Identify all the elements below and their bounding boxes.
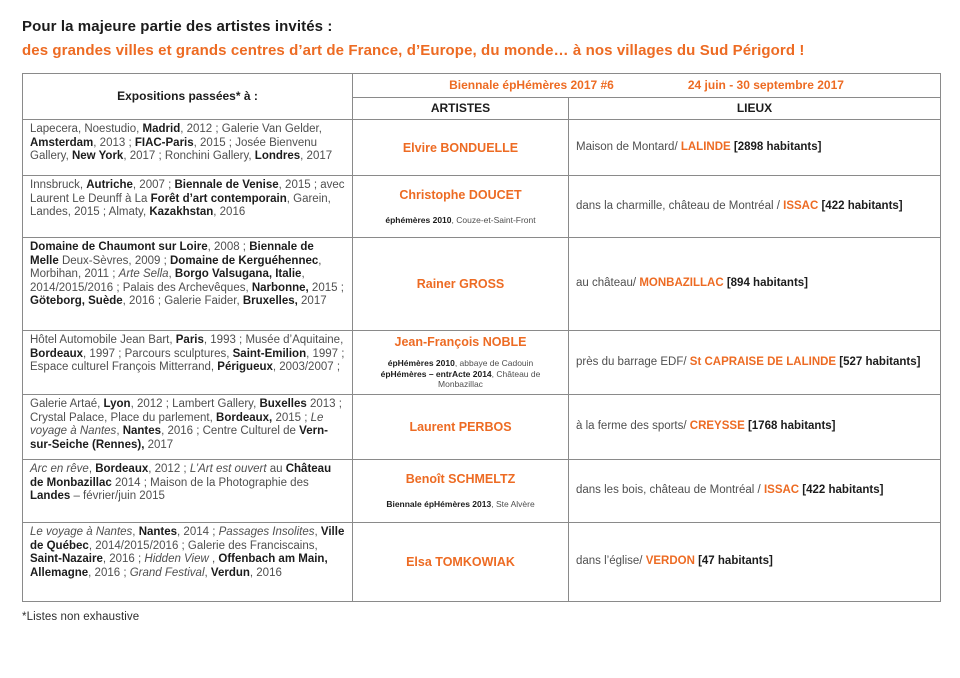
lieu-cell: dans l’église/ VERDON [47 habitants] [569, 523, 941, 602]
table-row [23, 238, 941, 331]
table-row [23, 176, 941, 238]
artist-name: Rainer GROSS [416, 277, 505, 291]
artist-note: épHémères – entrActe 2014, Château de Monbazillac [380, 368, 541, 390]
table-row [23, 523, 941, 602]
footnote: *Listes non exhaustive [22, 611, 140, 623]
lieu-cell: à la ferme des sports/ CREYSSE [1768 habitants] [569, 395, 941, 460]
artist-cell [353, 238, 569, 331]
page-subtitle: des grandes villes et grands centres d’art de France, d’Europe, du monde… à nos villages du Sud Périgord ! [22, 42, 805, 59]
artist-note: éphémères 2010, Couze-et-Saint-Front [385, 214, 536, 225]
artist-name: Laurent PERBOS [409, 420, 512, 434]
table-row [23, 331, 941, 395]
lieu-cell: Maison de Montard/ LALINDE [2898 habitants] [569, 120, 941, 176]
artist-note: Biennale épHémères 2013, Ste Alvère [386, 499, 535, 510]
artist-cell [353, 460, 569, 523]
expositions-cell: Lapecera, Noestudio, Madrid, 2012 ; Galerie Van Gelder, Amsterdam, 2013 ; FIAC-Paris, 2015 ; Josée Bienvenu Gallery, New York, 2017 ; Ronchini Gallery, Londres, 2017 [23, 120, 353, 176]
header-event-cell [353, 74, 941, 98]
expositions-table [22, 73, 941, 602]
artist-name: Elvire BONDUELLE [402, 140, 519, 155]
table-row [23, 120, 941, 176]
header-event-dates: 24 juin - 30 septembre 2017 [687, 77, 844, 92]
header-lieux: LIEUX [569, 98, 941, 120]
lieu-cell: au château/ MONBAZILLAC [894 habitants] [569, 238, 941, 331]
artist-name: Jean-François NOBLE [394, 335, 527, 350]
lieu-cell: près du barrage EDF/ St CAPRAISE DE LALINDE [527 habitants] [569, 331, 941, 395]
artist-name: Elsa TOMKOWIAK [406, 555, 515, 569]
table-row [23, 460, 941, 523]
expositions-cell: Innsbruck, Autriche, 2007 ; Biennale de Venise, 2015 ; avec Laurent Le Deunff à La Forêt d’art contemporain, Garein, Landes, 2015 ; Almaty, Kazakhstan, 2016 [23, 176, 353, 238]
artist-name: Christophe DOUCET [399, 187, 522, 202]
artist-cell [353, 331, 569, 395]
expositions-cell: Hôtel Automobile Jean Bart, Paris, 1993 ; Musée d’Aquitaine, Bordeaux, 1997 ; Parcours sculptures, Saint-Emilion, 1997 ; Espace culturel François Mitterrand, Périgueux, 2003/2007 ; [23, 331, 353, 395]
lieu-cell: dans la charmille, château de Montréal / ISSAC [422 habitants] [569, 176, 941, 238]
artist-name: Benoît SCHMELTZ [405, 472, 516, 487]
artist-cell [353, 120, 569, 176]
expositions-cell: Arc en rêve, Bordeaux, 2012 ; L’Art est ouvert au Château de Monbazillac 2014 ; Maison de la Photographie des Landes – février/juin 2015 [23, 460, 353, 523]
artist-cell [353, 176, 569, 238]
lieu-cell: dans les bois, château de Montréal / ISSAC [422 habitants] [569, 460, 941, 523]
artist-note: épHémères 2010, abbaye de Cadouin [387, 358, 534, 369]
artist-cell [353, 523, 569, 602]
header-event-title: Biennale épHémères 2017 #6 [449, 77, 614, 92]
table-row [23, 395, 941, 460]
header-expositions-passees: Expositions passées* à : [23, 74, 353, 120]
header-artistes: ARTISTES [353, 98, 569, 120]
expositions-cell: Domaine de Chaumont sur Loire, 2008 ; Biennale de Melle Deux-Sèvres, 2009 ; Domaine de Kerguéhennec, Morbihan, 2011 ; Arte Sella, Borgo Valsugana, Italie, 2014/2015/2016 ; Palais des Archevêques, Narbonne, 2015 ; Göteborg, Suède, 2016 ; Galerie Faider, Bruxelles, 2017 [23, 238, 353, 331]
expositions-cell: Le voyage à Nantes, Nantes, 2014 ; Passages Insolites, Ville de Québec, 2014/2015/2016 ; Galerie des Franciscains, Saint-Nazaire, 2016 ; Hidden View , Offenbach am Main, Allemagne, 2016 ; Grand Festival, Verdun, 2016 [23, 523, 353, 602]
page-title: Pour la majeure partie des artistes invités : [22, 18, 333, 35]
header-row-event [23, 74, 941, 98]
expositions-cell: Galerie Artaé, Lyon, 2012 ; Lambert Gallery, Buxelles 2013 ; Crystal Palace, Place du parlement, Bordeaux, 2015 ; Le voyage à Nantes, Nantes, 2016 ; Centre Culturel de Vern-sur-Seiche (Rennes), 2017 [23, 395, 353, 460]
artist-cell [353, 395, 569, 460]
